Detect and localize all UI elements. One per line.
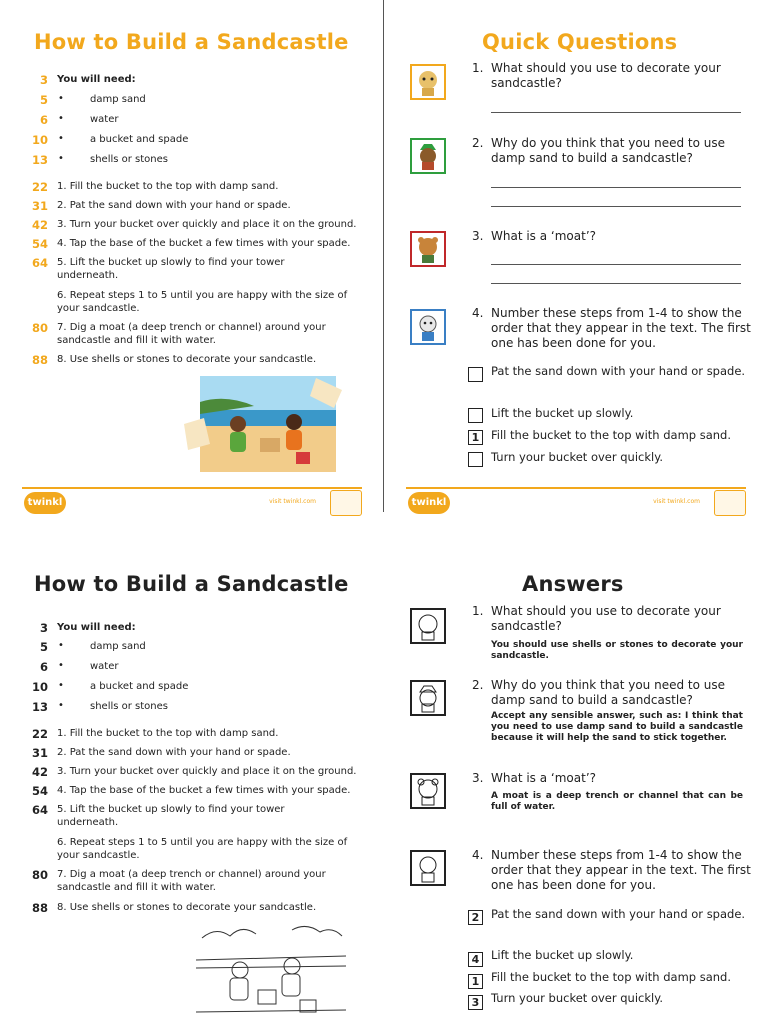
instruction-step: 6. Repeat steps 1 to 5 until you are happy with the size of your sandcastle.: [57, 837, 348, 861]
beach-illustration: [176, 372, 346, 477]
answers-title: Answers: [522, 572, 624, 596]
line-number: 80: [31, 321, 48, 335]
instruction-step: 3. Turn your bucket over quickly and place it on the ground.: [57, 766, 357, 777]
answer-text: You should use shells or stones to decorate your sandcastle.: [491, 640, 743, 661]
instruction-step: 1. Fill the bucket to the top with damp sand.: [57, 181, 279, 192]
bullet: •: [58, 660, 64, 671]
order-checkbox: 1: [468, 974, 483, 989]
answer-line[interactable]: [491, 283, 741, 284]
question-text: What is a ‘moat’?: [491, 771, 596, 785]
order-step-text: Pat the sand down with your hand or spade.: [491, 364, 746, 378]
order-checkbox[interactable]: [468, 452, 483, 467]
instruction-step: 1. Fill the bucket to the top with damp sand.: [57, 728, 279, 739]
question-number: 4.: [472, 306, 484, 320]
question-text: What should you use to decorate your sandcastle?: [491, 61, 721, 90]
dog-with-book-icon: [410, 309, 446, 345]
detective-dog-icon: [410, 138, 446, 174]
question-text: Number these steps from 1-4 to show the order that they appear in the text. The first one has been done for you.: [491, 848, 751, 892]
bullet: •: [58, 93, 64, 104]
dog-icon: [410, 608, 446, 644]
answer-line[interactable]: [491, 187, 741, 188]
bullet: •: [58, 113, 64, 124]
bear-icon: [410, 773, 446, 809]
beach-illustration-outline: [196, 920, 346, 1020]
line-number: 64: [31, 803, 48, 817]
line-number: 54: [31, 784, 48, 798]
question-number: 4.: [472, 848, 484, 862]
question-number: 1.: [472, 61, 484, 75]
need-item: shells or stones: [90, 701, 169, 712]
text-panel-color: [0, 0, 384, 512]
line-number: 10: [31, 680, 48, 694]
line-number: 3: [39, 621, 48, 635]
line-number: 3: [39, 73, 48, 87]
order-checkbox[interactable]: [468, 408, 483, 423]
you-need-label: You will need:: [57, 622, 136, 633]
order-checkbox[interactable]: [468, 367, 483, 382]
line-number: 13: [31, 153, 48, 167]
line-number: 31: [31, 199, 48, 213]
instruction-step: 7. Dig a moat (a deep trench or channel) around your sandcastle and fill it with water.: [57, 322, 326, 346]
question-number: 3.: [472, 229, 484, 243]
question-text: Number these steps from 1-4 to show the order that they appear in the text. The first one has been done for you.: [491, 306, 751, 350]
order-checkbox: 3: [468, 995, 483, 1010]
answers-panel: [384, 512, 768, 1024]
line-number: 5: [39, 640, 48, 654]
text-panel-bw: [0, 512, 384, 1024]
question-text: What is a ‘moat’?: [491, 229, 596, 243]
instruction-step: 5. Lift the bucket up slowly to find your tower underneath.: [57, 804, 285, 828]
order-step-text: Lift the bucket up slowly.: [491, 406, 634, 420]
detective-dog-icon: [410, 680, 446, 716]
question-text: Why do you think that you need to use damp sand to build a sandcastle?: [491, 678, 725, 707]
instruction-step: 2. Pat the sand down with your hand or spade.: [57, 200, 291, 211]
line-number: 5: [39, 93, 48, 107]
line-number: 88: [31, 353, 48, 367]
instruction-step: 3. Turn your bucket over quickly and place it on the ground.: [57, 219, 357, 230]
order-step-text: Turn your bucket over quickly.: [491, 991, 664, 1005]
footer-url: visit twinkl.com: [653, 498, 700, 505]
line-number: 22: [31, 180, 48, 194]
line-number: 6: [39, 660, 48, 674]
footer: [406, 482, 746, 512]
answer-line[interactable]: [491, 206, 741, 207]
question-text: Why do you think that you need to use damp sand to build a sandcastle?: [491, 136, 725, 165]
question-text: What should you use to decorate your sandcastle?: [491, 604, 721, 633]
line-number: 42: [31, 765, 48, 779]
instruction-step: 8. Use shells or stones to decorate your sandcastle.: [57, 902, 317, 913]
line-number: 13: [31, 700, 48, 714]
order-checkbox: 2: [468, 910, 483, 925]
instruction-step: 7. Dig a moat (a deep trench or channel) around your sandcastle and fill it with water.: [57, 869, 326, 893]
order-checkbox[interactable]: 1: [468, 430, 483, 445]
footer: [22, 482, 362, 512]
need-item: damp sand: [90, 94, 146, 105]
bullet: •: [58, 680, 64, 691]
bear-icon: [410, 231, 446, 267]
line-number: 42: [31, 218, 48, 232]
order-step-text: Fill the bucket to the top with damp sand.: [491, 970, 732, 984]
instruction-step: 2. Pat the sand down with your hand or spade.: [57, 747, 291, 758]
line-number: 64: [31, 256, 48, 270]
need-item: a bucket and spade: [90, 681, 189, 692]
question-number: 3.: [472, 771, 484, 785]
need-item: shells or stones: [90, 154, 169, 165]
questions-panel: [384, 0, 768, 512]
need-item: water: [90, 114, 119, 125]
line-number: 80: [31, 868, 48, 882]
line-number: 31: [31, 746, 48, 760]
instruction-step: 4. Tap the base of the bucket a few times with your spade.: [57, 785, 351, 796]
line-number: 54: [31, 237, 48, 251]
twinkl-logo: twinkl: [24, 492, 66, 514]
line-number: 10: [31, 133, 48, 147]
question-number: 2.: [472, 136, 484, 150]
line-number: 22: [31, 727, 48, 741]
need-item: a bucket and spade: [90, 134, 189, 145]
question-number: 1.: [472, 604, 484, 618]
need-item: damp sand: [90, 641, 146, 652]
twinkl-logo: twinkl: [408, 492, 450, 514]
bullet: •: [58, 133, 64, 144]
instruction-step: 8. Use shells or stones to decorate your sandcastle.: [57, 354, 317, 365]
answer-line[interactable]: [491, 112, 741, 113]
bullet: •: [58, 640, 64, 651]
instruction-step: 5. Lift the bucket up slowly to find your tower underneath.: [57, 257, 285, 281]
page-title: How to Build a Sandcastle: [34, 30, 349, 54]
need-item: water: [90, 661, 119, 672]
answer-text: A moat is a deep trench or channel that can be full of water.: [491, 791, 743, 812]
instruction-step: 4. Tap the base of the bucket a few times with your spade.: [57, 238, 351, 249]
line-number: 6: [39, 113, 48, 127]
line-number: 88: [31, 901, 48, 915]
instruction-step: 6. Repeat steps 1 to 5 until you are happy with the size of your sandcastle.: [57, 290, 348, 314]
footer-rule: [406, 487, 746, 489]
you-need-label: You will need:: [57, 74, 136, 85]
questions-title: Quick Questions: [482, 30, 678, 54]
bullet: •: [58, 700, 64, 711]
bullet: •: [58, 153, 64, 164]
question-number: 2.: [472, 678, 484, 692]
footer-url: visit twinkl.com: [269, 498, 316, 505]
order-step-text: Turn your bucket over quickly.: [491, 450, 664, 464]
order-checkbox: 4: [468, 952, 483, 967]
dog-icon: [410, 64, 446, 100]
dog-with-book-icon: [410, 850, 446, 886]
footer-rule: [22, 487, 362, 489]
answer-line[interactable]: [491, 264, 741, 265]
order-step-text: Fill the bucket to the top with damp sand.: [491, 428, 732, 442]
order-step-text: Pat the sand down with your hand or spade.: [491, 907, 746, 921]
page-title: How to Build a Sandcastle: [34, 572, 349, 596]
answer-text: Accept any sensible answer, such as: I think that you need to use damp sand to build a sandcastle because it will help the sand to stick together.: [491, 711, 743, 743]
order-step-text: Lift the bucket up slowly.: [491, 948, 634, 962]
